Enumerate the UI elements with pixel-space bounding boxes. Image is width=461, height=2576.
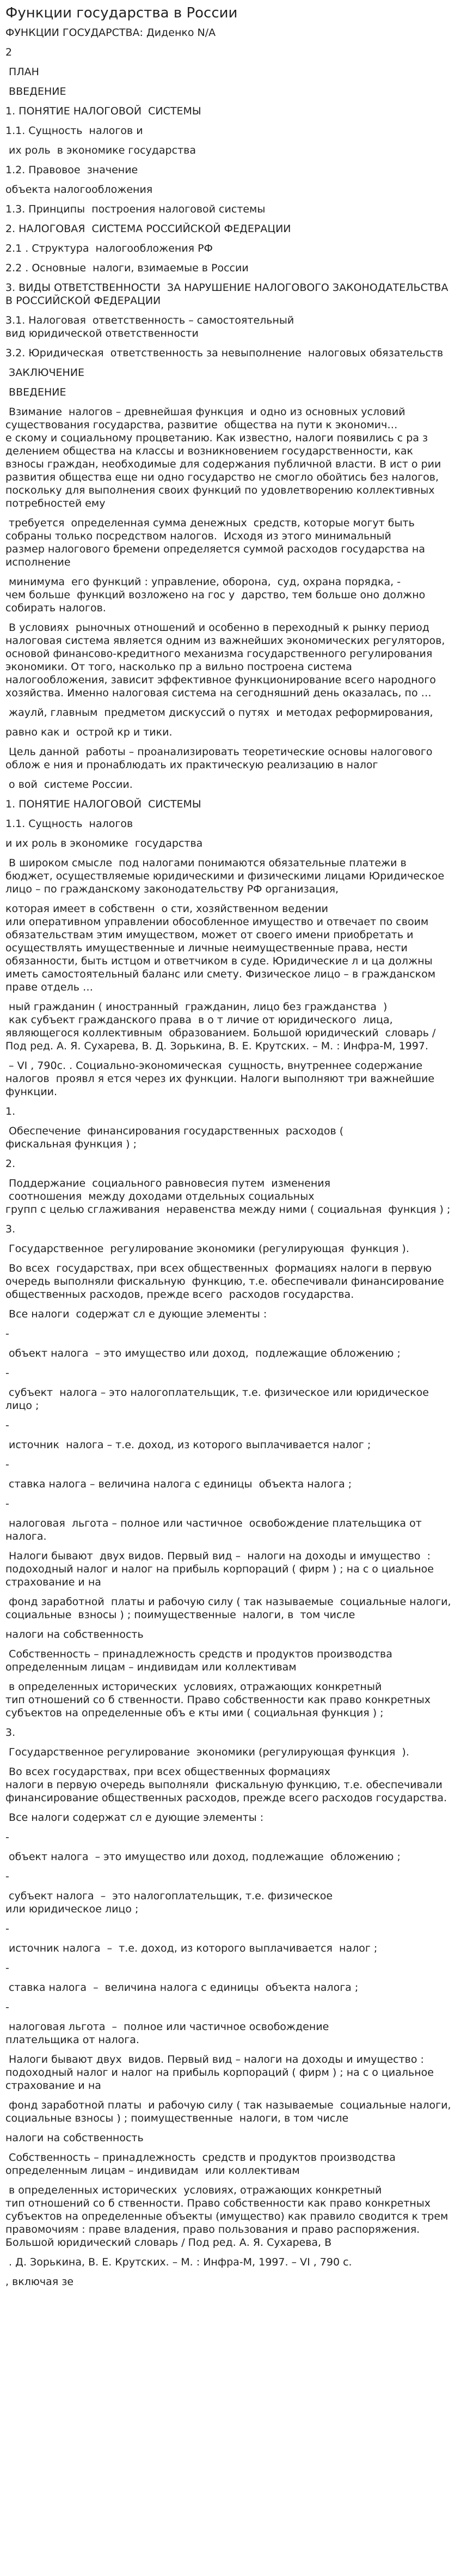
document-title: Функции государства в России	[5, 5, 238, 21]
paragraph: источник налога – т.е. доход, из которого выплачивается налог ;	[5, 1942, 378, 1954]
paragraph: -	[5, 1962, 9, 1974]
paragraph: 1.3. Принципы построения налоговой системы	[5, 203, 266, 215]
paragraph: -	[5, 1419, 9, 1431]
paragraph: в определенных исторических условиях, отражающих конкретный тип отношений со б ственности. Право собственности как право конкретных субъектов на определенные объ е кты ими ( социальная функция ) ;	[5, 1681, 431, 1719]
paragraph: ЗАКЛЮЧЕНИЕ	[5, 367, 85, 379]
paragraph: источник налога – т.е. доход, из которого выплачивается налог ;	[5, 1439, 371, 1451]
paragraph: минимума его функций : управление, оборона, суд, охрана порядка, - чем больше функций возложено на гос у дарство, тем больше оно должно собирать налогов.	[5, 576, 426, 614]
paragraph: Поддержание социального равновесия путем изменения соотношения между доходами отдельных социальных групп с целью сглаживания неравенства между ними ( социальная функция ) ;	[5, 1177, 451, 1216]
paragraph: 1. ПОНЯТИЕ НАЛОГОВОЙ СИСТЕМЫ	[5, 105, 201, 117]
paragraph: ВВЕДЕНИЕ	[5, 386, 66, 398]
paragraph: 2	[5, 46, 13, 58]
paragraph: объект налога – это имущество или доход, подлежащие обложению ;	[5, 1851, 401, 1863]
paragraph: -	[5, 1328, 9, 1340]
paragraph: ФУНКЦИИ ГОСУДАРСТВА: Диденко N/A	[5, 27, 216, 39]
document-body	[5, 26, 453, 2288]
paragraph: Все налоги содержат сл е дующие элементы :	[5, 1308, 267, 1320]
paragraph: Во всех государствах, при всех общественных формациях налоги в первую очередь выполняли фискальную функцию, т.е. обеспечивали финансирование общественных расходов, прежде всего расходов государства.	[5, 1766, 447, 1804]
paragraph: в определенных исторических условиях, отражающих конкретный тип отношений со б ственности. Право собственности как право конкретных субъектов на определенные объекты (имущество) как правило сводится к трем правомочиям : праве владения, право пользования и право распоряжения. Большой юридический словарь / Под ред. А. Я. Сухарева, В	[5, 2184, 448, 2249]
paragraph: ставка налога – величина налога с единицы объекта налога ;	[5, 1478, 352, 1490]
paragraph: 1.	[5, 1105, 16, 1117]
paragraph: , включая зе	[5, 2276, 74, 2288]
paragraph: Государственное регулирование экономики (регулирующая функция ).	[5, 1243, 409, 1255]
paragraph: -	[5, 2001, 9, 2013]
paragraph: Налоги бывают двух видов. Первый вид – налоги на доходы и имущество : подоходный налог и налог на прибыль корпораций ( фирм ) ; на с о циальное страхование и на	[5, 2053, 438, 2092]
paragraph: субъект налога – это налогоплательщик, т.е. физическое или юридическое лицо ;	[5, 1387, 433, 1412]
paragraph: -	[5, 1367, 9, 1379]
paragraph: объекта налогообложения	[5, 184, 153, 196]
paragraph: Собственность – принадлежность средств и продуктов производства определенным лицам – индивидам или коллективам	[5, 1648, 396, 1673]
paragraph: ставка налога – величина налога с единицы объекта налога ;	[5, 1982, 359, 1994]
paragraph: и их роль в экономике государства	[5, 837, 203, 849]
paragraph: требуется определенная сумма денежных средств, которые могут быть собраны только посредством налогов. Исходя из этого минимальный размер налогового бремени определяется суммой расходов государства на исполнение	[5, 517, 425, 568]
paragraph: 3.2. Юридическая ответственность за невыполнение налоговых обязательств	[5, 347, 444, 359]
paragraph: налоговая льгота – полное или частичное освобождение плательщика от налога.	[5, 2021, 329, 2046]
paragraph: В широком смысле под налогами понимаются обязательные платежи в бюджет, осуществляемые юридическими и физическими лицами Юридическое лицо – по гражданскому законодательству РФ организация,	[5, 857, 448, 895]
paragraph: фонд заработной платы и рабочую силу ( так называемые социальные налоги, социальные взносы ) ; поимущественные налоги, в том числе	[5, 1596, 454, 1621]
paragraph: равно как и острой кр и тики.	[5, 726, 173, 738]
paragraph: 2.1 . Структура налогообложения РФ	[5, 242, 213, 254]
paragraph: субъект налога – это налогоплательщик, т.е. физическое или юридическое лицо ;	[5, 1890, 333, 1915]
paragraph: 1. ПОНЯТИЕ НАЛОГОВОЙ СИСТЕМЫ	[5, 798, 201, 810]
paragraph: ПЛАН	[5, 66, 39, 78]
paragraph: 1.1. Сущность налогов	[5, 818, 133, 830]
paragraph: 3.	[5, 1223, 16, 1235]
paragraph: их роль в экономике государства	[5, 144, 196, 156]
paragraph: жаулй, главным предметом дискуссий о путях и методах реформирования,	[5, 707, 433, 719]
paragraph: 2. НАЛОГОВАЯ СИСТЕМА РОССИЙСКОЙ ФЕДЕРАЦИИ	[5, 223, 291, 235]
paragraph: -	[5, 1459, 9, 1471]
paragraph: 1.2. Правовое значение	[5, 164, 138, 176]
paragraph: . Д. Зорькина, В. Е. Крутских. – М. : Инфра-М, 1997. – VI , 790 с.	[5, 2256, 352, 2268]
paragraph: 2.	[5, 1158, 16, 1170]
paragraph: -	[5, 1923, 9, 1935]
paragraph: 2.2 . Основные налоги, взимаемые в России	[5, 262, 249, 274]
paragraph: 3.	[5, 1727, 16, 1739]
paragraph: Государственное регулирование экономики (регулирующая функция ).	[5, 1746, 409, 1758]
paragraph: Все налоги содержат сл е дующие элементы :	[5, 1812, 264, 1824]
paragraph: налоги на собственность	[5, 2132, 144, 2144]
paragraph: Собственность – принадлежность средств и продуктов производства определенным лицам – индивидам или коллективам	[5, 2152, 399, 2177]
paragraph: Обеспечение финансирования государственных расходов ( фискальная функция ) ;	[5, 1125, 344, 1150]
paragraph: Налоги бывают двух видов. Первый вид – налоги на доходы и имущество : подоходный налог и налог на прибыль корпораций ( фирм ) ; на с о циальное страхование и на	[5, 1550, 438, 1588]
paragraph: о вой системе России.	[5, 779, 133, 791]
paragraph: Взимание налогов – древнейшая функция и одно из основных условий существования государства, развитие общества на пути к экономич… е скому и социальному процветанию. Как известно, налоги появились с ра з делением общества на классы и возникновением государственности, как взносы граждан, необходимые для содержания публичной власти. В ист о рии развития общества еще ни одно государство не смогло обойтись без налогов, поскольку для выполнения своих функций по удовлетворению коллективных потребностей ему	[5, 406, 441, 509]
paragraph: – VI , 790с. . Социально-экономическая сущность, внутреннее содержание налогов проявл я ется через их функции. Налоги выполняют три важнейшие функции.	[5, 1060, 438, 1098]
paragraph: налоги на собственность	[5, 1629, 144, 1641]
paragraph: ВВЕДЕНИЕ	[5, 86, 66, 98]
paragraph: налоговая льгота – полное или частичное освобождение плательщика от налога.	[5, 1517, 425, 1542]
paragraph: которая имеет в собственн о сти, хозяйственном ведении или оперативном управлении обособленное имущество и отвечает по своим обязательствам этим имуществом, может от своего имени приобретать и осуществлять имущественные и личные неимущественные права, нести обязанности, быть истцом и ответчиком в суде. Юридические л и ца должны иметь самостоятельный баланс или смету. Физическое лицо – в гражданском праве отдель …	[5, 903, 436, 993]
paragraph: Цель данной работы – проанализировать теоретические основы налогового облож е ния и пронаблюдать их практическую реализацию в налог	[5, 746, 436, 771]
paragraph: фонд заработной платы и рабочую силу ( так называемые социальные налоги, социальные взносы ) ; поимущественные налоги, в том числе	[5, 2099, 454, 2124]
paragraph: -	[5, 1831, 9, 1843]
paragraph: Во всех государствах, при всех общественных формациях налоги в первую очередь выполняли фискальную функцию, т.е. обеспечивали финансирование общественных расходов, прежде всего расходов государства.	[5, 1262, 447, 1301]
paragraph: ный гражданин ( иностранный гражданин, лицо без гражданства ) как субъект гражданского права в о т личие от юридического лица, являющегося коллективным образованием. Большой юридический словарь / Под ред. А. Я. Сухарева, В. Д. Зорькина, В. Е. Крутских. – М. : Инфра-М, 1997.	[5, 1001, 436, 1052]
paragraph: В условиях рыночных отношений и особенно в переходный к рынку период налоговая система является одним из важнейших экономических регуляторов, основой финансово-кредитного механизма государственного регулирования экономики. От того, насколько пр а вильно построена система налогообложения, зависит эффективное функционирование всего народного хозяйства. Именно налоговая система на сегодняшний день оказалась, по …	[5, 622, 448, 699]
paragraph: 3. ВИДЫ ОТВЕТСТВЕННОСТИ ЗА НАРУШЕНИЕ НАЛОГОВОГО ЗАКОНОДАТЕЛЬСТВА В РОССИЙСКОЙ ФЕДЕРАЦИИ	[5, 282, 452, 307]
paragraph: 1.1. Сущность налогов и	[5, 125, 143, 137]
paragraph: 3.1. Налоговая ответственность – самостоятельный вид юридической ответственности	[5, 314, 294, 339]
paragraph: объект налога – это имущество или доход, подлежащие обложению ;	[5, 1347, 401, 1359]
paragraph: -	[5, 1870, 9, 1882]
paragraph: -	[5, 1498, 9, 1510]
